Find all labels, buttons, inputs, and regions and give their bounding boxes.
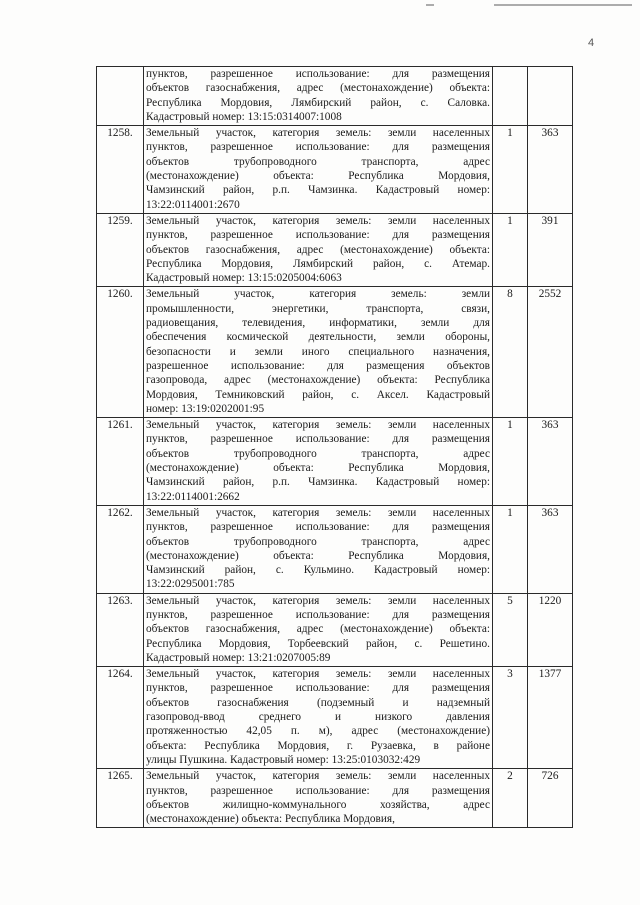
- description-line: пунктов, разрешенное использование: для размещения: [146, 608, 490, 621]
- plot-count: [493, 67, 528, 126]
- land-plots-table: [96, 66, 573, 828]
- page-number: 4: [588, 37, 595, 49]
- description-line: (местонахождение) объекта: Республика Мордовия,: [146, 170, 490, 183]
- plot-description: [144, 67, 493, 126]
- description-line: улицы Пушкина. Кадастровый номер: 13:25:0103032:429: [146, 753, 421, 766]
- table-row: [97, 126, 573, 214]
- description-line: Кадастровый номер: 13:15:0314007:1008: [146, 110, 342, 123]
- description-line: газопровода, адрес (местонахождение) объекта: Республика: [146, 374, 490, 387]
- table-row: [97, 593, 573, 666]
- description-line: Земельный участок, категория земель: земли населенных: [146, 668, 490, 681]
- plot-description: [144, 667, 493, 769]
- description-line: (местонахождение) объекта: Республика Мордовия,: [146, 462, 490, 475]
- description-line: Кадастровый номер: 13:21:0207005:89: [146, 651, 331, 664]
- description-line: объектов газоснабжения, адрес (местонахождение) объекта:: [146, 82, 490, 95]
- description-line: Мордовия, Темниковский район, с. Аксел. Кадастровый: [146, 388, 490, 401]
- description-line: объектов трубопроводного транспорта, адрес: [146, 155, 490, 168]
- description-line: Земельный участок, категория земель: земли: [146, 288, 490, 301]
- scan-mark-right: [494, 4, 632, 6]
- description-line: (местонахождение) объекта: Республика Мордовия,: [146, 549, 490, 562]
- plot-area: 391: [528, 213, 573, 286]
- description-line: протяженностью 42,05 п. м), адрес (местонахождение): [146, 725, 490, 738]
- description-line: объектов газоснабжения, адрес (местонахождение) объекта:: [146, 623, 490, 636]
- description-line: пунктов, разрешенное использование: для размещения: [146, 784, 490, 797]
- plot-count: 5: [493, 593, 528, 666]
- description-line: радиовещания, телевидения, информатики, земли для: [146, 317, 490, 330]
- plot-area: 363: [528, 126, 573, 214]
- description-line: Кадастровый номер: 13:15:0205004:6063: [146, 272, 342, 285]
- description-line: обеспечения космической деятельности, земли обороны,: [146, 331, 490, 344]
- description-line: газопровод-ввод среднего и низкого давления: [146, 711, 490, 724]
- plot-count: 1: [493, 126, 528, 214]
- plot-count: 3: [493, 667, 528, 769]
- table-row: [97, 769, 573, 828]
- plot-count: 2: [493, 769, 528, 828]
- description-line: пунктов, разрешенное использование: для размещения: [146, 521, 490, 534]
- description-line: Земельный участок, категория земель: земли населенных: [146, 594, 490, 607]
- description-line: Земельный участок, категория земель: земли населенных: [146, 419, 490, 432]
- row-number: 1263.: [97, 593, 144, 666]
- table-row: [97, 667, 573, 769]
- plot-area: 363: [528, 505, 573, 593]
- description-line: пунктов, разрешенное использование: для размещения: [146, 682, 490, 695]
- plot-description: [144, 769, 493, 828]
- description-line: пунктов, разрешенное использование: для размещения: [146, 229, 490, 242]
- plot-description: [144, 505, 493, 593]
- table-row: [97, 287, 573, 418]
- description-line: промышленности, энергетики, транспорта, связи,: [146, 302, 490, 315]
- description-line: пунктов, разрешенное использование: для размещения: [146, 68, 490, 80]
- description-line: Чамзинский район, р.п. Чамзинка. Кадастровый номер:: [146, 476, 490, 489]
- plot-count: 1: [493, 505, 528, 593]
- description-line: Земельный участок, категория земель: земли населенных: [146, 214, 490, 227]
- plot-area: [528, 67, 573, 126]
- description-line: номер: 13:19:0202001:95: [146, 402, 265, 415]
- row-number: 1262.: [97, 505, 144, 593]
- row-number: 1261.: [97, 418, 144, 506]
- row-number: 1260.: [97, 287, 144, 418]
- scan-mark-left: [426, 4, 434, 6]
- plot-description: [144, 593, 493, 666]
- table-row: [97, 418, 573, 506]
- plot-area: 1377: [528, 667, 573, 769]
- description-line: разрешенное использование: для размещения объектов: [146, 359, 490, 372]
- description-line: объектов трубопроводного транспорта, адрес: [146, 535, 490, 548]
- description-line: Республика Мордовия, Лямбирский район, с. Атемар.: [146, 257, 490, 270]
- plot-count: 1: [493, 418, 528, 506]
- plot-description: [144, 418, 493, 506]
- row-number: 1259.: [97, 213, 144, 286]
- description-line: Республика Мордовия, Лямбирский район, с. Саловка.: [146, 96, 490, 109]
- description-line: объектов газоснабжения, адрес (местонахождение) объекта:: [146, 243, 490, 256]
- plot-description: [144, 213, 493, 286]
- table-row: [97, 213, 573, 286]
- plot-area: 726: [528, 769, 573, 828]
- description-line: 13:22:0114001:2662: [146, 490, 240, 503]
- description-line: Земельный участок, категория земель: земли населенных: [146, 127, 490, 140]
- plot-area: 363: [528, 418, 573, 506]
- description-line: объектов газоснабжения (подземный и надземный: [146, 696, 490, 709]
- description-line: пунктов, разрешенное использование: для размещения: [146, 141, 490, 154]
- description-line: Чамзинский район, р.п. Чамзинка. Кадастровый номер:: [146, 184, 490, 197]
- description-line: безопасности и земли иного специального назначения,: [146, 345, 490, 358]
- table-row: [97, 67, 573, 126]
- plot-count: 1: [493, 213, 528, 286]
- row-number: 1265.: [97, 769, 144, 828]
- description-line: Земельный участок, категория земель: земли населенных: [146, 770, 490, 783]
- description-line: (местонахождение) объекта: Республика Мордовия,: [146, 813, 395, 826]
- row-number: 1264.: [97, 667, 144, 769]
- description-line: объектов трубопроводного транспорта, адрес: [146, 447, 490, 460]
- description-line: 13:22:0295001:785: [146, 578, 235, 591]
- description-line: Республика Мордовия, Торбеевский район, с. Решетино.: [146, 637, 490, 650]
- plot-area: 2552: [528, 287, 573, 418]
- row-number: [97, 67, 144, 126]
- row-number: 1258.: [97, 126, 144, 214]
- plot-area: 1220: [528, 593, 573, 666]
- table-row: [97, 505, 573, 593]
- description-line: Чамзинский район, с. Кульмино. Кадастровый номер:: [146, 564, 490, 577]
- description-line: объекта: Республика Мордовия, г. Рузаевка, в районе: [146, 739, 490, 752]
- description-line: пунктов, разрешенное использование: для размещения: [146, 433, 490, 446]
- plot-description: [144, 126, 493, 214]
- description-line: объектов жилищно-коммунального хозяйства, адрес: [146, 798, 490, 811]
- plot-description: [144, 287, 493, 418]
- description-line: Земельный участок, категория земель: земли населенных: [146, 506, 490, 519]
- description-line: 13:22:0114001:2670: [146, 198, 240, 211]
- plot-count: 8: [493, 287, 528, 418]
